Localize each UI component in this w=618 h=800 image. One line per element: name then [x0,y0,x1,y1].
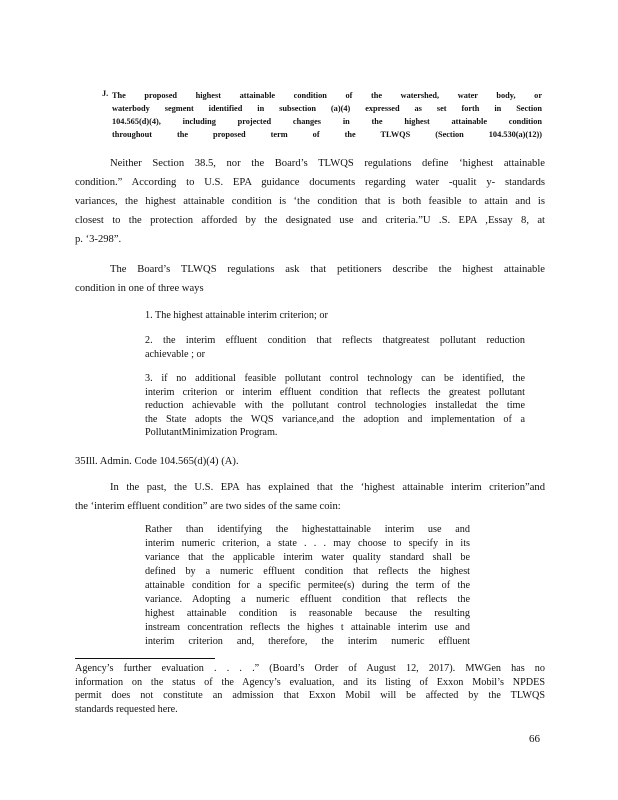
list-item-1 [145,309,525,323]
quote-line: defined by a numeric effluent condition that reflects the highest [145,566,470,577]
block-quote [145,523,470,649]
list-line: reduction achievable with the pollutant control technologies installedat the time [145,400,525,411]
section-number: J. [102,89,109,98]
paragraph-3 [75,478,545,516]
text-line: variances, the highest attainable condition is ‘the condition that is both feasible to attain and is [75,196,545,207]
footnote-divider [75,658,215,659]
list-line: 1. The highest attainable interim criterion; or [145,310,328,321]
footnote-line: permit does not constitute an admission that Exxon Mobil will be affected by the TLWQS [75,690,545,702]
list-line: achievable ; or [145,348,205,360]
quote-line: attainable condition for a specific permitee(s) during the term of the [145,580,470,591]
quote-line: variance. Adopting a numeric effluent condition that reflects the [145,594,470,605]
heading-line: throughout the proposed term of the TLWQS (Section 104.530(a)(12)) [112,130,542,139]
list-line: 3. if no additional feasible pollutant control technology can be identified, the [145,373,525,384]
text-line: Neither Section 38.5, nor the Board’s TLWQS regulations define ‘highest attainable [110,158,545,169]
heading-line: The proposed highest attainable condition of the watershed, water body, or [112,91,542,100]
list-item-3 [145,372,525,440]
quote-line: variance that the applicable interim water quality standard shall be [145,552,470,563]
quote-line: interim numeric criterion, a state . . . may choose to specify in its [145,538,470,549]
citation [75,452,545,471]
text-line: p. ‘3-298”. [75,234,122,245]
paragraph-2 [75,260,545,298]
page-number: 66 [529,733,540,745]
list-line: interim criterion or interim effluent condition that reflects the greatest pollutant [145,386,525,398]
quote-line: interim criterion and, therefore, the interim numeric effluent [145,636,470,647]
list-line: PollutantMinimization Program. [145,427,278,438]
heading-line: 104.565(d)(4), including projected changes in the highest attainable condition [112,117,542,126]
text-line: closest to the protection afforded by the designated use and criteria.”U .S. EPA ,Essay 8, at [75,215,545,226]
quote-line: highest attainable condition is reasonable because the resulting [145,608,470,619]
section-heading [112,89,542,141]
quote-line: Rather than identifying the highestattainable interim use and [145,524,470,535]
text-line: The Board’s TLWQS regulations ask that petitioners describe the highest attainable [110,264,545,275]
list-item-2 [145,334,525,361]
list-line: 2. the interim effluent condition that reflects thatgreatest pollutant reduction [145,335,525,346]
text-line: the ‘interim effluent condition” are two sides of the same coin: [75,501,341,512]
footnote [75,662,545,717]
heading-line: waterbody segment identified in subsection (a)(4) expressed as set forth in Section [112,104,542,113]
list-line: the State adopts the WQS variance,and the adoption and implementation of a [145,413,525,425]
quote-line: instream concentration reflects the highes t attainable interim use and [145,622,470,633]
footnote-line: information on the status of the Agency’s evaluation, and its listing of Exxon Mobil’s NPDES [75,676,545,688]
text-line: condition.” According to U.S. EPA guidance documents regarding water -qualit y- standards [75,177,545,188]
paragraph-1 [75,154,545,249]
text-line: In the past, the U.S. EPA has explained that the ‘highest attainable interim criterion”and [110,482,545,493]
citation-text: 35Ill. Admin. Code 104.565(d)(4) (A). [75,456,239,467]
footnote-line: Agency’s further evaluation . . . .” (Board’s Order of August 12, 2017). MWGen has no [75,663,545,674]
text-line: condition in one of three ways [75,283,204,294]
footnote-line: standards requested here. [75,704,178,716]
